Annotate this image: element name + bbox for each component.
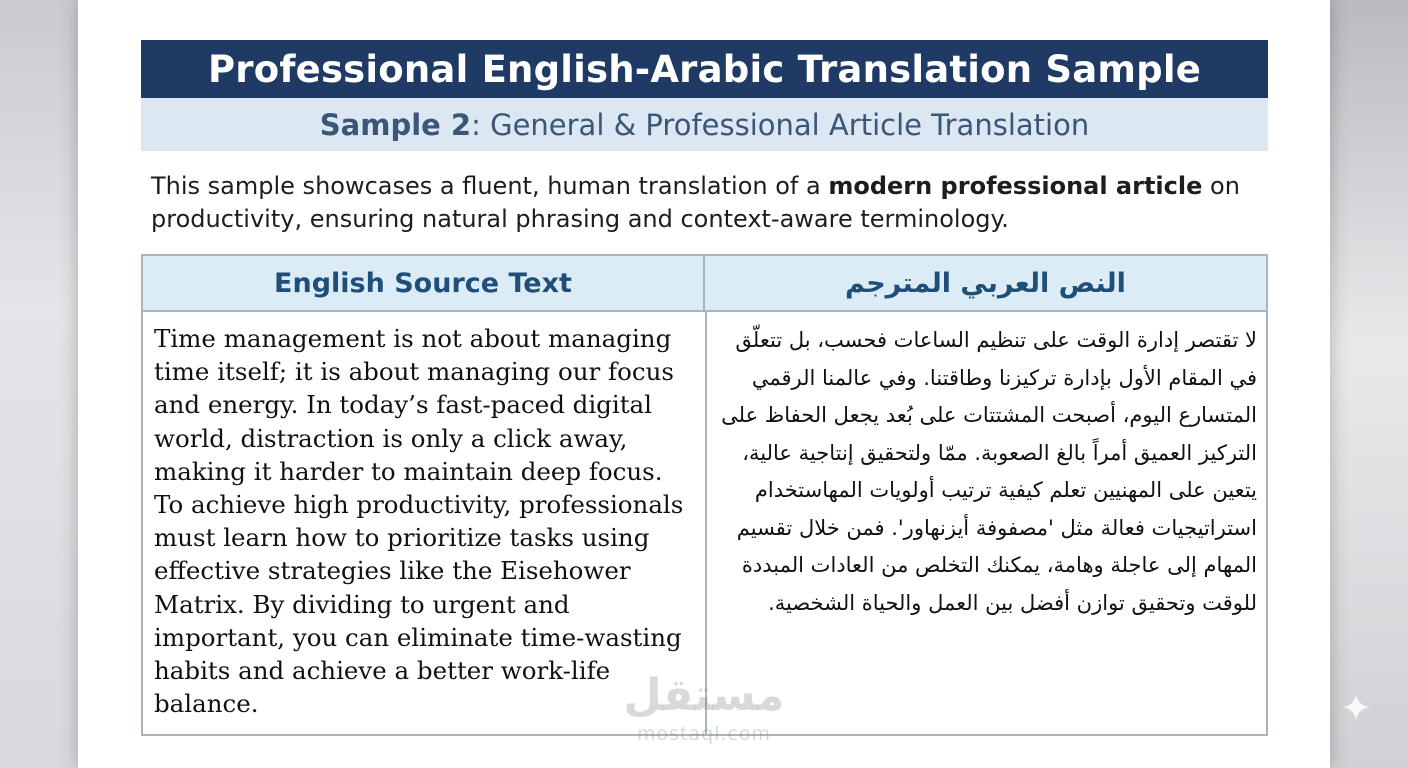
intro-paragraph: [151, 170, 1251, 236]
intro-text-end: on productivity, ensuring natural phrasing and context-aware terminology.: [151, 172, 1240, 233]
sparkle-icon: ✦: [1340, 686, 1372, 730]
intro-text-start: This sample showcases a fluent, human translation of a: [151, 172, 829, 200]
document-subtitle: [141, 98, 1268, 151]
background-right: [1330, 0, 1408, 768]
arabic-translation-cell: لا تقتصر إدارة الوقت على تنظيم الساعات فحسب، بل تتعلّق في المقام الأول بإدارة تركيزنا وطاقتنا. وفي عالمنا الرقمي المتسارع اليوم، أصبحت المشتتات على بُعد يجعل الحفاظ على التركيز العميق أمراً بالغ الصعوبة. ممّا ولتحقيق إنتاجية عالية، يتعين على المهنيين تعلم كيفية ترتيب أولويات المهاستخدام استراتيجيات فعالة مثل 'مصفوفة أيزنهاور'. فمن خلال تقسيم المهام إلى عاجلة وهامة، يمكنك التخلص من العادات المبددة للوقت وتحقيق توازن أفضل بين العمل والحياة الشخصية.: [721, 328, 1257, 615]
arabic-column-header-text: النص العربي المترجم: [845, 267, 1126, 299]
arabic-column-header: [705, 256, 1266, 312]
subtitle-sample-number: Sample 2: [319, 107, 472, 142]
subtitle-description: : General & Professional Article Translation: [471, 107, 1090, 142]
translation-table: [141, 254, 1268, 736]
document-title: [141, 40, 1268, 98]
document-title-text: Professional English-Arabic Translation Sample: [207, 47, 1202, 91]
watermark-logo: [604, 668, 804, 758]
english-column-header-text: English Source Text: [274, 267, 572, 299]
english-column-header: [143, 256, 705, 312]
intro-text-bold: modern professional article: [828, 172, 1203, 200]
english-source-cell: Time management is not about managing time itself; it is about managing our focus and energy. In today’s fast-paced digital world, distraction is only a click away, making it harder to maintain deep focus. To achieve high productivity, professionals must learn how to prioritize tasks using effective strategies like the Eisehower Matrix. By dividing to urgent and important, you can eliminate time-wasting habits and achieve a better work-life balance.: [154, 324, 684, 719]
background-left: [0, 0, 80, 768]
watermark-arabic: مستقل: [623, 670, 785, 721]
watermark-latin: mostaql.com: [636, 723, 772, 745]
